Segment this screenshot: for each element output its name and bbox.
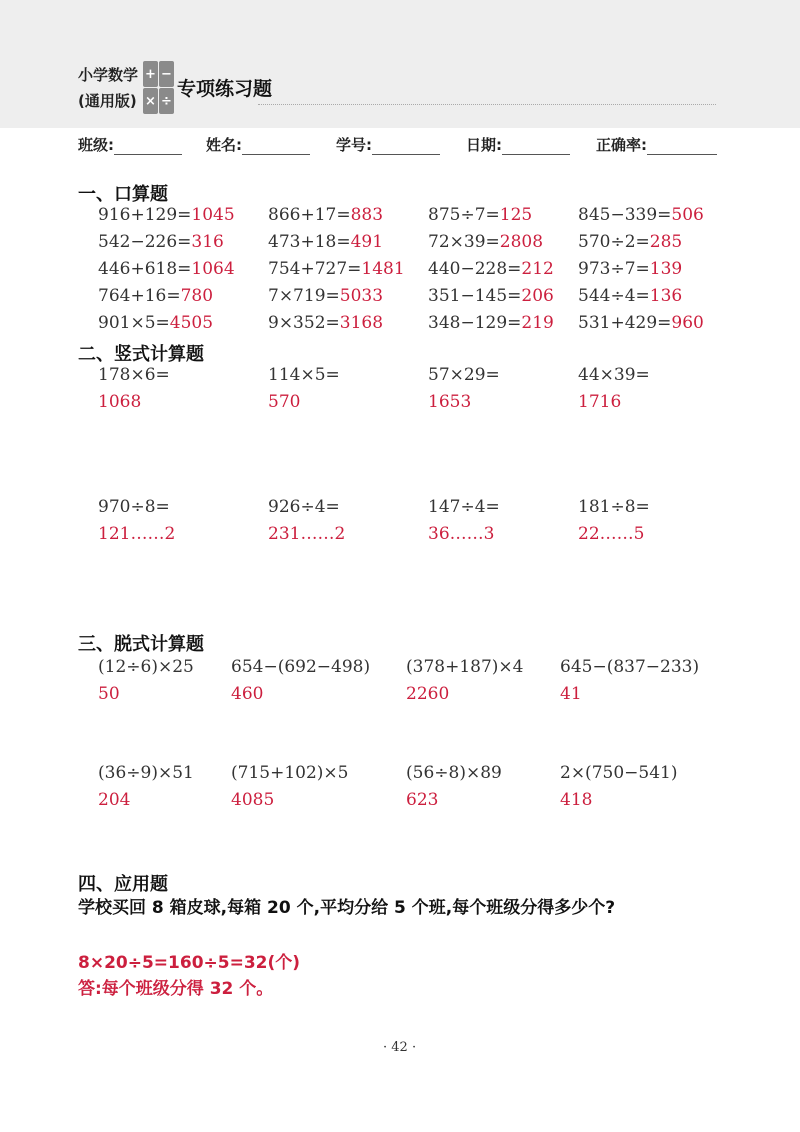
times-icon: × [143, 88, 158, 114]
stepwise-answer: 2260 [406, 684, 450, 704]
vertical-answer: 1653 [428, 392, 472, 412]
stepwise-answer: 623 [406, 790, 439, 810]
brand-line2: (通用版) [78, 92, 137, 110]
date-label: 日期: [466, 136, 502, 154]
stepwise-problem: (715+102)×5 [231, 763, 349, 783]
accuracy-field[interactable] [596, 134, 717, 155]
oral-item: 875÷7=125 [428, 205, 533, 225]
student-id-label: 学号: [336, 136, 372, 154]
word-problem-answer: 答:每个班级分得 32 个。 [78, 979, 274, 999]
brand-line1: 小学数学 [78, 66, 139, 84]
section1-title: 一、口算题 [78, 184, 168, 205]
vertical-answer: 22……5 [578, 524, 645, 544]
class-label: 班级: [78, 136, 114, 154]
student-id-field[interactable] [336, 134, 440, 155]
vertical-answer: 1716 [578, 392, 622, 412]
operators-logo [143, 61, 173, 113]
header-divider [258, 104, 716, 105]
stepwise-answer: 418 [560, 790, 593, 810]
oral-item: 901×5=4505 [98, 313, 214, 333]
stepwise-answer: 460 [231, 684, 264, 704]
oral-item: 7×719=5033 [268, 286, 384, 306]
vertical-answer: 570 [268, 392, 301, 412]
word-problem-text: 学校买回 8 箱皮球,每箱 20 个,平均分给 5 个班,每个班级分得多少个? [78, 898, 616, 918]
oral-item: 570÷2=285 [578, 232, 683, 252]
accuracy-label: 正确率: [596, 136, 647, 154]
oral-item: 440−228=212 [428, 259, 554, 279]
oral-item: 764+16=780 [98, 286, 214, 306]
vertical-problem: 44×39= [578, 365, 650, 385]
oral-item: 72×39=2808 [428, 232, 544, 252]
oral-item: 866+17=883 [268, 205, 384, 225]
vertical-problem: 57×29= [428, 365, 500, 385]
vertical-answer: 1068 [98, 392, 142, 412]
vertical-problem: 178×6= [98, 365, 170, 385]
vertical-problem: 181÷8= [578, 497, 650, 517]
stepwise-problem: (36÷9)×51 [98, 763, 194, 783]
oral-item: 973÷7=139 [578, 259, 683, 279]
plus-icon: + [143, 61, 158, 87]
class-field[interactable] [78, 134, 182, 155]
oral-item: 351−145=206 [428, 286, 554, 306]
series-title: 专项练习题 [177, 78, 273, 100]
oral-item: 916+129=1045 [98, 205, 235, 225]
oral-item: 544÷4=136 [578, 286, 683, 306]
stepwise-problem: 654−(692−498) [231, 657, 371, 677]
vertical-problem: 970÷8= [98, 497, 170, 517]
vertical-problem: 926÷4= [268, 497, 340, 517]
vertical-problem: 147÷4= [428, 497, 500, 517]
stepwise-problem: (56÷8)×89 [406, 763, 502, 783]
vertical-problem: 114×5= [268, 365, 340, 385]
section4-title: 四、应用题 [78, 874, 168, 895]
page-number: · 42 · [383, 1040, 417, 1055]
oral-item: 446+618=1064 [98, 259, 235, 279]
date-field[interactable] [466, 134, 570, 155]
oral-item: 845−339=506 [578, 205, 704, 225]
vertical-answer: 231……2 [268, 524, 346, 544]
name-field[interactable] [206, 134, 310, 155]
section2-title: 二、竖式计算题 [78, 344, 204, 365]
oral-item: 754+727=1481 [268, 259, 405, 279]
section3-title: 三、脱式计算题 [78, 634, 204, 655]
stepwise-answer: 41 [560, 684, 582, 704]
stepwise-answer: 4085 [231, 790, 275, 810]
oral-item: 473+18=491 [268, 232, 384, 252]
divide-icon: ÷ [159, 88, 174, 114]
stepwise-problem: (12÷6)×25 [98, 657, 194, 677]
oral-item: 531+429=960 [578, 313, 704, 333]
oral-item: 348−129=219 [428, 313, 554, 333]
stepwise-problem: 2×(750−541) [560, 763, 678, 783]
minus-icon: − [159, 61, 174, 87]
stepwise-problem: (378+187)×4 [406, 657, 524, 677]
oral-item: 542−226=316 [98, 232, 224, 252]
oral-item: 9×352=3168 [268, 313, 384, 333]
stepwise-answer: 50 [98, 684, 120, 704]
vertical-answer: 121……2 [98, 524, 176, 544]
name-label: 姓名: [206, 136, 242, 154]
stepwise-problem: 645−(837−233) [560, 657, 700, 677]
vertical-answer: 36……3 [428, 524, 495, 544]
brand [78, 62, 138, 114]
page-header [0, 0, 800, 128]
word-problem-solution: 8×20÷5=160÷5=32(个) [78, 953, 301, 973]
stepwise-answer: 204 [98, 790, 131, 810]
